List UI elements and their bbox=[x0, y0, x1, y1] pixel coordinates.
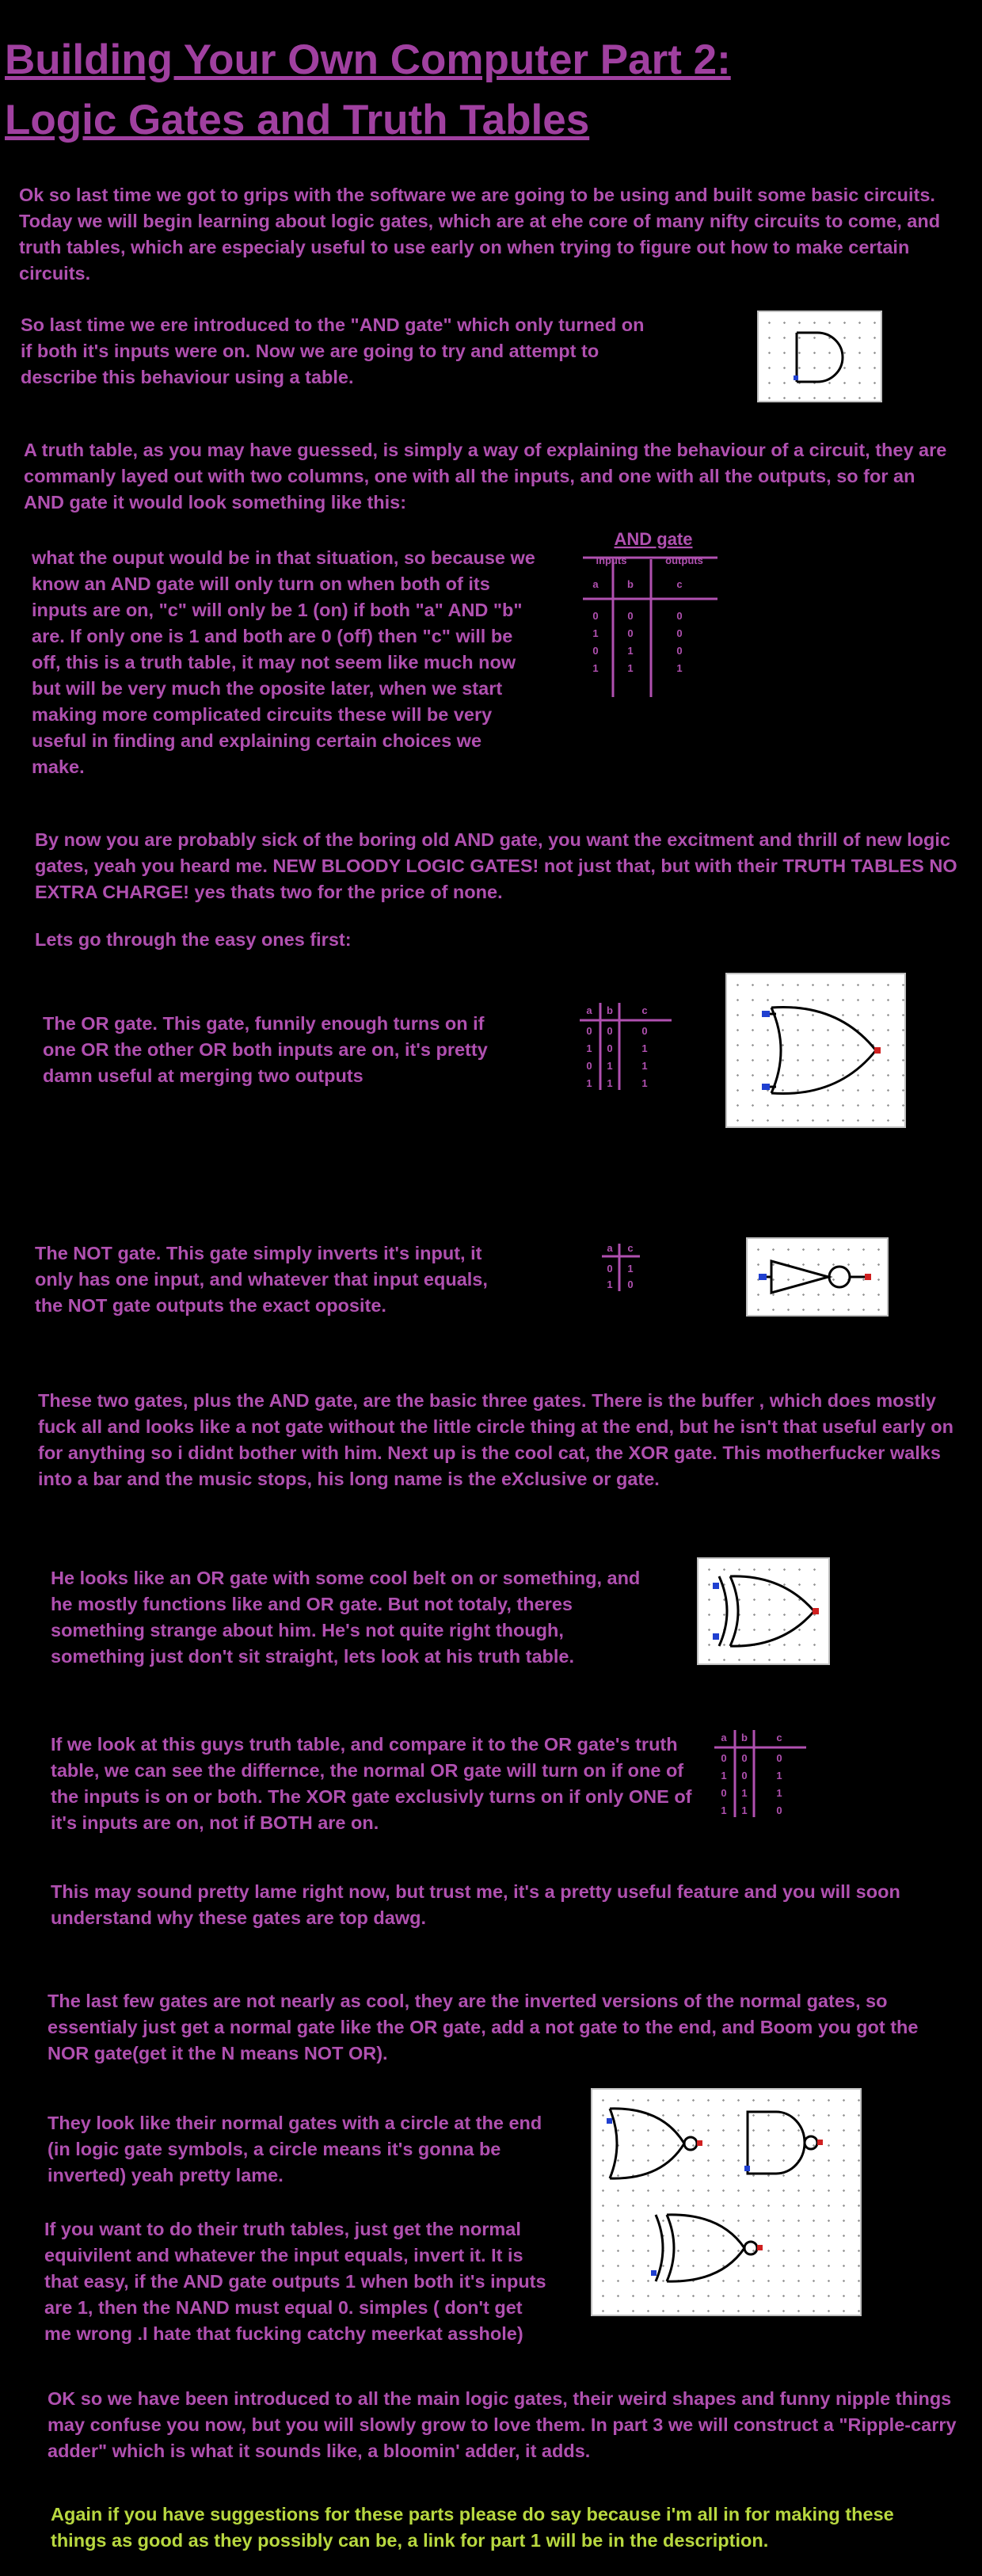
and-table-group-inputs: inputs bbox=[596, 554, 627, 566]
xor-table-cell: 0 bbox=[776, 1804, 782, 1816]
or-table-cell: 1 bbox=[641, 1042, 648, 1054]
inverted-gates-image bbox=[591, 2088, 862, 2316]
or-table-cell: 0 bbox=[586, 1025, 592, 1037]
and-intro-paragraph: So last time we ere introduced to the "AND gate" which only turned on if both it's inputs were on. Now we are going to try and attempt to describe this behaviour using a table. bbox=[21, 314, 645, 387]
xor-truth-table bbox=[713, 1727, 816, 1820]
inverted-paragraph: The last few gates are not nearly as cool, they are the inverted versions of the normal gates, so essentialy just get a normal gate like the OR gate, add a not gate to the end, and Boom you got the NOR gate(get it the N means NOT OR). bbox=[48, 1991, 919, 2063]
nor-gate-icon bbox=[607, 2109, 702, 2178]
and-truth-table bbox=[578, 528, 729, 702]
and-table-cell: 1 bbox=[627, 662, 634, 674]
and-gate-image bbox=[757, 311, 882, 402]
and-table-cell: 0 bbox=[592, 610, 599, 622]
and-table-cell: 1 bbox=[592, 627, 599, 639]
or-truth-table bbox=[578, 1000, 681, 1093]
truth-table-intro-paragraph: A truth table, as you may have guessed, is simply a way of explaining the behaviour of a circuit, they are commanly layed out with two columns, one with all the inputs, and one with all the outputs, so for an AND gate it would look something like this: bbox=[24, 440, 947, 513]
and-table-cell: 1 bbox=[627, 645, 634, 657]
not-table-cell: 0 bbox=[627, 1278, 634, 1290]
or-table-cell: 1 bbox=[607, 1077, 613, 1089]
circle-paragraph: They look like their normal gates with a circle at the end (in logic gate symbols, a circle means it's gonna be inverted) yeah pretty lame. bbox=[48, 2113, 542, 2185]
xnor-gate-icon bbox=[651, 2215, 763, 2281]
page-title-line-2: Logic Gates and Truth Tables bbox=[5, 97, 590, 143]
xor-table-header: b bbox=[741, 1732, 748, 1743]
or-table-cell: 1 bbox=[641, 1077, 648, 1089]
and-table-cell: 0 bbox=[627, 627, 634, 639]
not-table-cell: 1 bbox=[627, 1263, 634, 1275]
or-table-cell: 0 bbox=[641, 1025, 648, 1037]
nand-gate-icon bbox=[744, 2112, 823, 2174]
xor-table-header: c bbox=[776, 1732, 782, 1743]
and-gate-icon bbox=[759, 312, 881, 401]
not-table-cell: 0 bbox=[607, 1263, 613, 1275]
xor-table-cell: 0 bbox=[721, 1752, 727, 1764]
or-gate-image bbox=[725, 973, 906, 1128]
final-paragraph: Again if you have suggestions for these parts please do say because i'm all in for making these things as good as they possibly can be, a link for part 1 will be in the description. bbox=[51, 2504, 894, 2551]
or-table-cell: 1 bbox=[586, 1077, 592, 1089]
or-table-header: b bbox=[607, 1004, 613, 1016]
and-table-cell: 0 bbox=[676, 610, 683, 622]
and-explain-paragraph: what the ouput would be in that situation, so because we know an AND gate will only turn on when both of its inputs are on, "c" will only be 1 (on) if both "a" AND "b" are. If only one is 1 and both are 0 (off) then "c" will be off, this is a truth table, it may not seem like much now but will be very much the oposite later, when we start making more complicated circuits these will be very useful in finding and explaining certain choices we make. bbox=[32, 547, 535, 777]
or-table-cell: 0 bbox=[607, 1025, 613, 1037]
or-table-header: a bbox=[586, 1004, 592, 1016]
lame-paragraph: This may sound pretty lame right now, but trust me, it's a pretty useful feature and you will soon understand why these gates are top dawg. bbox=[51, 1881, 900, 1928]
and-table-header: a bbox=[592, 578, 599, 590]
xor-table-cell: 0 bbox=[721, 1787, 727, 1799]
or-table-cell: 0 bbox=[607, 1042, 613, 1054]
and-table-cell: 0 bbox=[627, 610, 634, 622]
easy-first-paragraph: Lets go through the easy ones first: bbox=[35, 929, 352, 950]
or-table-header: c bbox=[641, 1004, 648, 1016]
xor-table-cell: 1 bbox=[776, 1787, 782, 1799]
and-table-cell: 0 bbox=[676, 645, 683, 657]
xor-table-cell: 1 bbox=[776, 1770, 782, 1781]
and-table-header: c bbox=[676, 578, 683, 590]
and-table-header: b bbox=[627, 578, 634, 590]
and-table-cell: 1 bbox=[592, 662, 599, 674]
and-table-title: AND gate bbox=[614, 529, 693, 549]
not-truth-table bbox=[600, 1240, 648, 1296]
and-table-cell: 0 bbox=[676, 627, 683, 639]
or-gate-paragraph: The OR gate. This gate, funnily enough turns on if one OR the other OR both inputs are on, it's pretty damn useful at merging two outputs bbox=[43, 1013, 488, 1086]
xor-table-cell: 0 bbox=[741, 1770, 748, 1781]
xor-gate-image bbox=[697, 1557, 830, 1665]
not-gate-paragraph: The NOT gate. This gate simply inverts it's input, it only has one input, and whatever that input equals, the NOT gate outputs the exact oposite. bbox=[35, 1243, 488, 1316]
not-gate-image bbox=[746, 1237, 889, 1317]
not-table-header: c bbox=[627, 1242, 634, 1254]
xor-table-cell: 1 bbox=[741, 1787, 748, 1799]
not-table-header: a bbox=[607, 1242, 613, 1254]
xor-table-cell: 1 bbox=[721, 1804, 727, 1816]
intro-paragraph: Ok so last time we got to grips with the software we are going to be using and built some basic circuits. Today we will begin learning about logic gates, which are at ehe core of many nifty circuits to come, and truth tables, which are especialy useful to use early on when trying to figure out how to make certain circuits. bbox=[19, 185, 941, 284]
outro-paragraph: OK so we have been introduced to all the main logic gates, their weird shapes and funny nipple things may confuse you now, but you will slowly grow to love them. In part 3 we will construct a "Ripple-carry adder" which is what it sounds like, a bloomin' adder, it adds. bbox=[48, 2388, 957, 2461]
xor-look-paragraph: He looks like an OR gate with some cool belt on or something, and he mostly functions like and OR gate. But not totaly, theres something strange about him. He's not quite right though, something just don't sit straight, lets look at his truth table. bbox=[51, 1568, 641, 1667]
not-gate-icon bbox=[748, 1239, 887, 1315]
or-table-cell: 1 bbox=[586, 1042, 592, 1054]
and-table-cell: 1 bbox=[676, 662, 683, 674]
or-table-cell: 1 bbox=[641, 1060, 648, 1072]
xor-table-cell: 0 bbox=[776, 1752, 782, 1764]
page-title-line-1: Building Your Own Computer Part 2: bbox=[5, 36, 731, 83]
xor-table-cell: 0 bbox=[741, 1752, 748, 1764]
and-table-group-outputs: outputs bbox=[665, 554, 703, 566]
and-table-cell: 0 bbox=[592, 645, 599, 657]
xor-compare-paragraph: If we look at this guys truth table, and compare it to the OR gate's truth table, we can see the differnce, the normal OR gate will turn on if one of the inputs is on or both. The XOR gate exclusivly turns on if only ONE of it's inputs are on, not if BOTH are on. bbox=[51, 1734, 692, 1833]
xor-table-cell: 1 bbox=[721, 1770, 727, 1781]
not-table-cell: 1 bbox=[607, 1278, 613, 1290]
new-gates-paragraph: By now you are probably sick of the boring old AND gate, you want the excitment and thrill of new logic gates, yeah you heard me. NEW BLOODY LOGIC GATES! not just that, but with their TRUTH TABLES NO EXTRA CHARGE! yes thats two for the price of none. bbox=[35, 829, 957, 902]
xor-gate-icon bbox=[698, 1559, 828, 1663]
or-gate-icon bbox=[727, 974, 904, 1126]
xor-table-cell: 1 bbox=[741, 1804, 748, 1816]
invert-tables-paragraph: If you want to do their truth tables, just get the normal equivilent and whatever the input equals, invert it. It is that easy, if the AND gate outputs 1 when both it's inputs are 1, then the NAND must equal 0. simples ( don't get me wrong .I hate that fucking catchy meerkat asshole) bbox=[44, 2219, 546, 2344]
or-table-cell: 0 bbox=[586, 1060, 592, 1072]
basic-three-paragraph: These two gates, plus the AND gate, are the basic three gates. There is the buffer , which does mostly fuck all and looks like a not gate without the little circle thing at the end, but he isn't that useful early on for anything so i didnt bother with him. Next up is the cool cat, the XOR gate. This motherfucker walks into a bar and the music stops, his long name is the eXclusive or gate. bbox=[38, 1390, 953, 1489]
or-table-cell: 1 bbox=[607, 1060, 613, 1072]
xor-table-header: a bbox=[721, 1732, 727, 1743]
